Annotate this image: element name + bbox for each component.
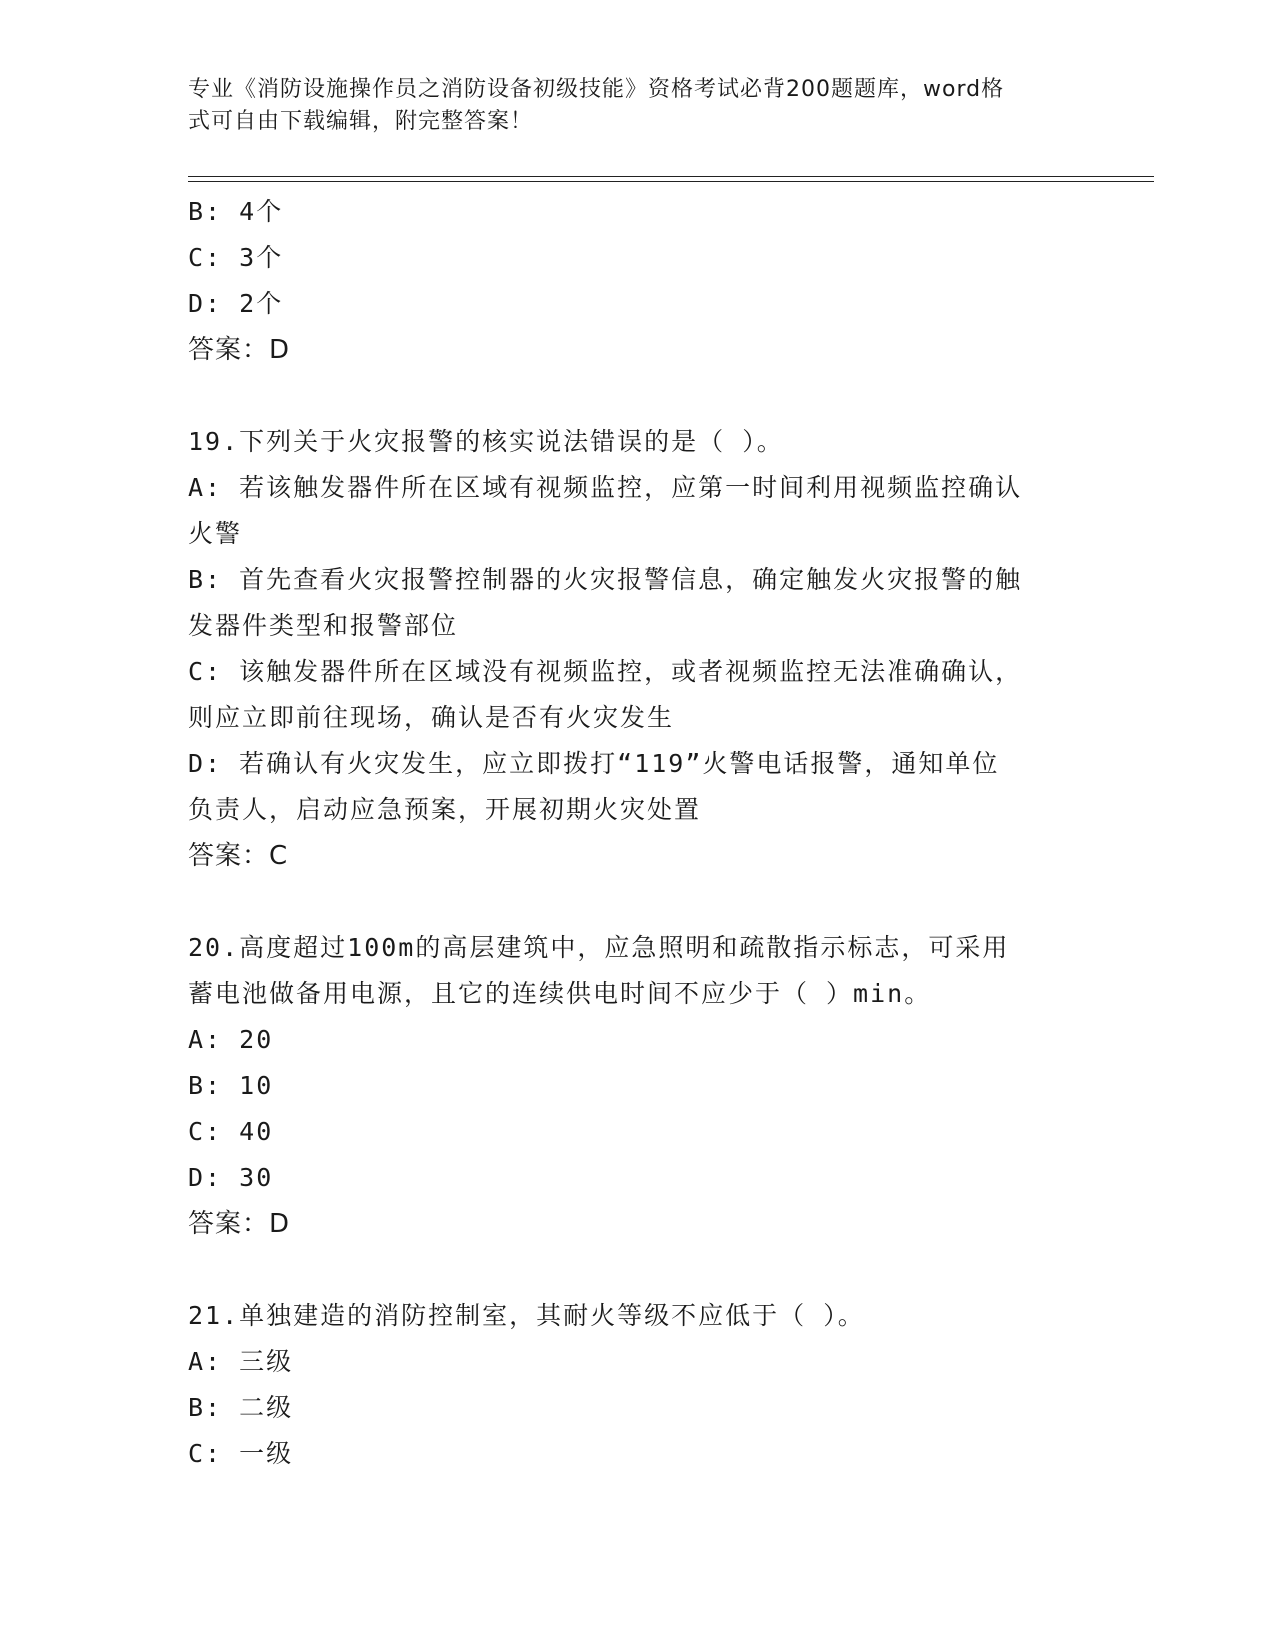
question-stem: 21.单独建造的消防控制室，其耐火等级不应低于（ ）。 bbox=[188, 1301, 865, 1330]
spacer bbox=[188, 879, 1088, 925]
option-b-line-1: B: 首先查看火灾报警控制器的火灾报警信息，确定触发火灾报警的触 bbox=[188, 565, 1023, 594]
option-c: C: 40 bbox=[188, 1117, 274, 1146]
answer: 答案：C bbox=[188, 841, 289, 871]
option-d: D: 2个 bbox=[188, 289, 284, 318]
answer: 答案：D bbox=[188, 335, 291, 365]
header-rule-bottom bbox=[188, 181, 1154, 182]
question-21 bbox=[188, 1293, 1088, 1477]
question-stem: 19.下列关于火灾报警的核实说法错误的是（ ）。 bbox=[188, 427, 784, 456]
option-d: D: 30 bbox=[188, 1163, 274, 1192]
document-header bbox=[188, 74, 1068, 138]
option-c-line-1: C: 该触发器件所在区域没有视频监控，或者视频监控无法准确确认， bbox=[188, 657, 1023, 686]
option-b: B: 4个 bbox=[188, 197, 284, 226]
option-c: C: 一级 bbox=[188, 1439, 294, 1468]
header-rule-top bbox=[188, 176, 1154, 177]
question-19 bbox=[188, 419, 1088, 879]
option-a-line-1: A: 若该触发器件所在区域有视频监控，应第一时间利用视频监控确认 bbox=[188, 473, 1023, 502]
question-18-tail bbox=[188, 189, 1088, 373]
option-d-line-1: D: 若确认有火灾发生，应立即拨打“119”火警电话报警，通知单位 bbox=[188, 749, 1000, 778]
option-a: A: 三级 bbox=[188, 1347, 294, 1376]
option-a-line-2: 火警 bbox=[188, 519, 243, 548]
question-stem-line-2: 蓄电池做备用电源，且它的连续供电时间不应少于（ ）min。 bbox=[188, 979, 932, 1008]
option-a: A: 20 bbox=[188, 1025, 274, 1054]
question-stem-line-1: 20.高度超过100m的高层建筑中，应急照明和疏散指示标志，可采用 bbox=[188, 933, 1010, 962]
option-b: B: 二级 bbox=[188, 1393, 294, 1422]
option-c: C: 3个 bbox=[188, 243, 284, 272]
question-20 bbox=[188, 925, 1088, 1247]
option-c-line-2: 则应立即前往现场，确认是否有火灾发生 bbox=[188, 703, 675, 732]
option-b: B: 10 bbox=[188, 1071, 274, 1100]
question-list bbox=[188, 189, 1088, 1477]
spacer bbox=[188, 373, 1088, 419]
header-line-2: 式可自由下载编辑，附完整答案！ bbox=[188, 109, 534, 134]
option-d-line-2: 负责人，启动应急预案，开展初期火灾处置 bbox=[188, 795, 702, 824]
option-b-line-2: 发器件类型和报警部位 bbox=[188, 611, 459, 640]
spacer bbox=[188, 1247, 1088, 1293]
answer: 答案：D bbox=[188, 1209, 291, 1239]
header-line-1: 专业《消防设施操作员之消防设备初级技能》资格考试必背200题题库，word格 bbox=[188, 77, 1005, 102]
